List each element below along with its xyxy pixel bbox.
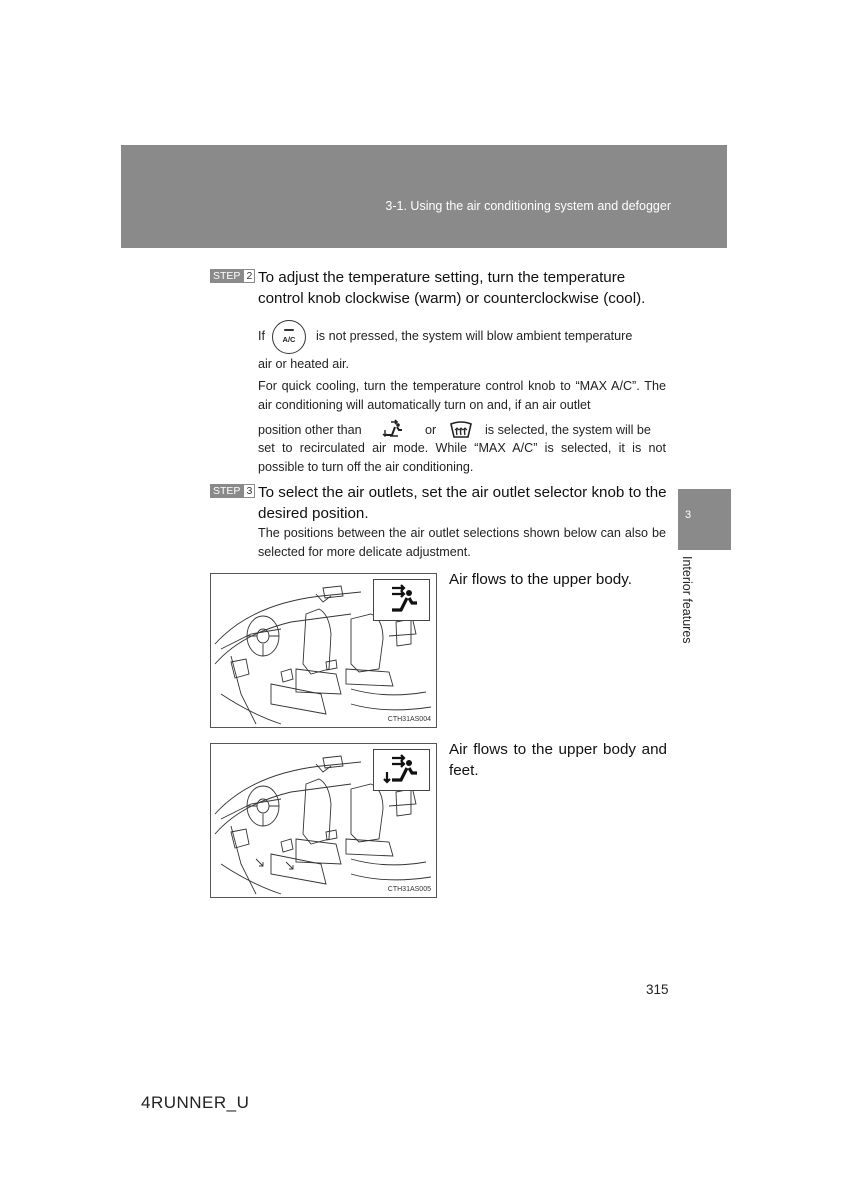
header-title: 3-1. Using the air conditioning system and defogger <box>385 199 671 213</box>
ac-note-line <box>258 320 666 354</box>
position-or-text: or <box>425 423 437 437</box>
figure-upper-body-feet <box>210 743 437 898</box>
figure-code: CTH31AS005 <box>387 886 431 893</box>
step-badge-number: 2 <box>243 269 255 283</box>
step-3-badge <box>210 484 255 498</box>
step-badge-number: 3 <box>243 484 255 498</box>
figure-upper-body <box>210 573 437 728</box>
recirculated-paragraph: set to recirculated air mode. While “MAX A/C” is selected, it is not possible to turn off the air conditioning. <box>258 441 666 474</box>
step-badge-word: STEP <box>210 484 243 498</box>
position-selected-text: is selected, the system will be <box>485 423 651 437</box>
figure-code: CTH31AS004 <box>387 716 431 723</box>
windshield-defrost-icon <box>448 420 474 440</box>
chapter-tab <box>678 489 731 550</box>
ac-note-if: If <box>258 329 265 343</box>
ac-note-rest: is not pressed, the system will blow ambient temperature <box>316 329 633 343</box>
upper-body-feet-airflow-icon <box>382 419 406 441</box>
upper-body-airflow-icon <box>373 579 430 621</box>
quick-cooling-paragraph: For quick cooling, turn the temperature control knob to “MAX A/C”. The air conditioning will automatically turn on and, if an air outlet <box>258 379 666 412</box>
chapter-tab-label: Interior features <box>680 556 694 644</box>
position-other-text: position other than <box>258 423 362 437</box>
ac-note-end: air or heated air. <box>258 357 350 371</box>
page-number: 315 <box>646 982 669 997</box>
ac-button-icon <box>272 320 306 354</box>
step-2-text: To adjust the temperature setting, turn the temperature control knob clockwise (warm) or counterclockwise (cool). <box>258 269 646 307</box>
chapter-header <box>121 145 727 248</box>
upper-body-feet-airflow-icon <box>373 749 430 791</box>
model-code: 4RUNNER_U <box>141 1093 250 1112</box>
figure-upper-body-caption: Air flows to the upper body. <box>449 571 632 588</box>
step-2-badge <box>210 269 255 283</box>
ac-button-label: A/C <box>282 335 296 344</box>
step-3-text: To select the air outlets, set the air outlet selector knob to the desired position. <box>258 484 667 522</box>
step-badge-word: STEP <box>210 269 243 283</box>
figure-upper-body-feet-caption: Air flows to the upper body and feet. <box>449 741 667 779</box>
step-3-note: The positions between the air outlet selections shown below can also be selected for more delicate adjustment. <box>258 526 666 559</box>
chapter-tab-number: 3 <box>685 509 692 521</box>
